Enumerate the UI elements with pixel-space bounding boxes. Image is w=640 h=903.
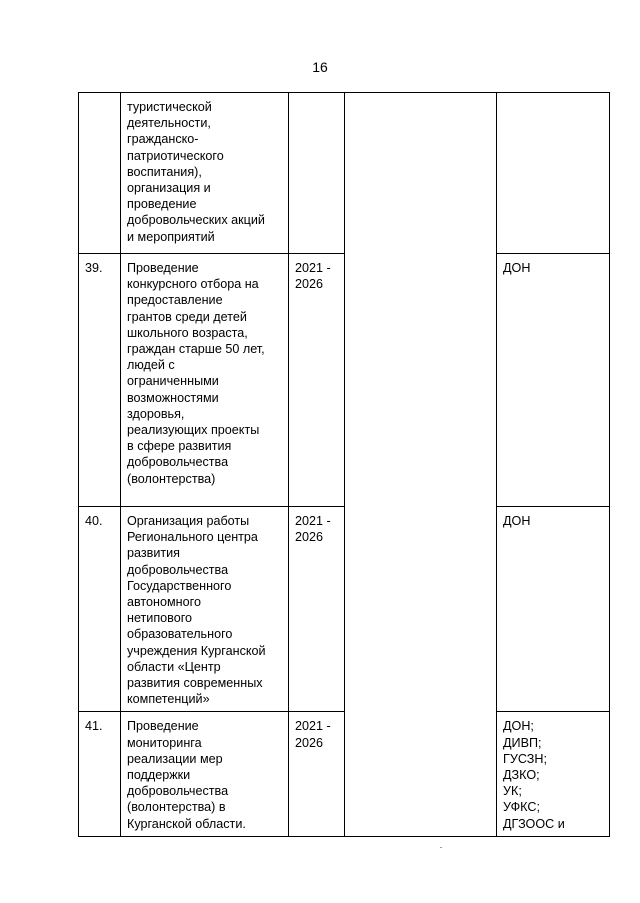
merged-blank-column: [345, 93, 497, 837]
measure-name: Проведение конкурсного отбора на предоставление грантов среди детей школьного возраста, граждан старше 50 лет, людей с ограниченными возможностями здоровья, реализующих проекты в сфере развития добровольчества (волонтерства): [121, 254, 289, 507]
responsible-bodies: [497, 93, 610, 254]
measure-term: [289, 93, 345, 254]
responsible-bodies: ДОН: [497, 254, 610, 507]
responsible-bodies: ДОН: [497, 507, 610, 712]
table-row: [79, 254, 610, 507]
measure-term: 2021 - 2026: [289, 712, 345, 836]
scan-speck: [440, 847, 442, 848]
measure-term: 2021 - 2026: [289, 254, 345, 507]
page-number: 16: [312, 59, 328, 75]
row-number: 41.: [79, 712, 121, 836]
row-number: 40.: [79, 507, 121, 712]
row-number: 39.: [79, 254, 121, 507]
row-number: [79, 93, 121, 254]
table-row: [79, 507, 610, 712]
measure-name: Организация работы Регионального центра развития добровольчества Государственного автономного нетипового образовательного учреждения Курганской области «Центр развития современных компетенций»: [121, 507, 289, 712]
measure-name: туристической деятельности, гражданско- патриотического воспитания), организация и проведение добровольческих акций и мероприятий: [121, 93, 289, 254]
table-row: [79, 712, 610, 836]
measure-term: 2021 - 2026: [289, 507, 345, 712]
measure-name: Проведение мониторинга реализации мер поддержки добровольчества (волонтерства) в Курганской области.: [121, 712, 289, 836]
measures-table: [78, 92, 610, 837]
table-row: [79, 93, 610, 254]
responsible-bodies: ДОН; ДИВП; ГУСЗН; ДЗКО; УК; УФКС; ДГЗООС и: [497, 712, 610, 836]
